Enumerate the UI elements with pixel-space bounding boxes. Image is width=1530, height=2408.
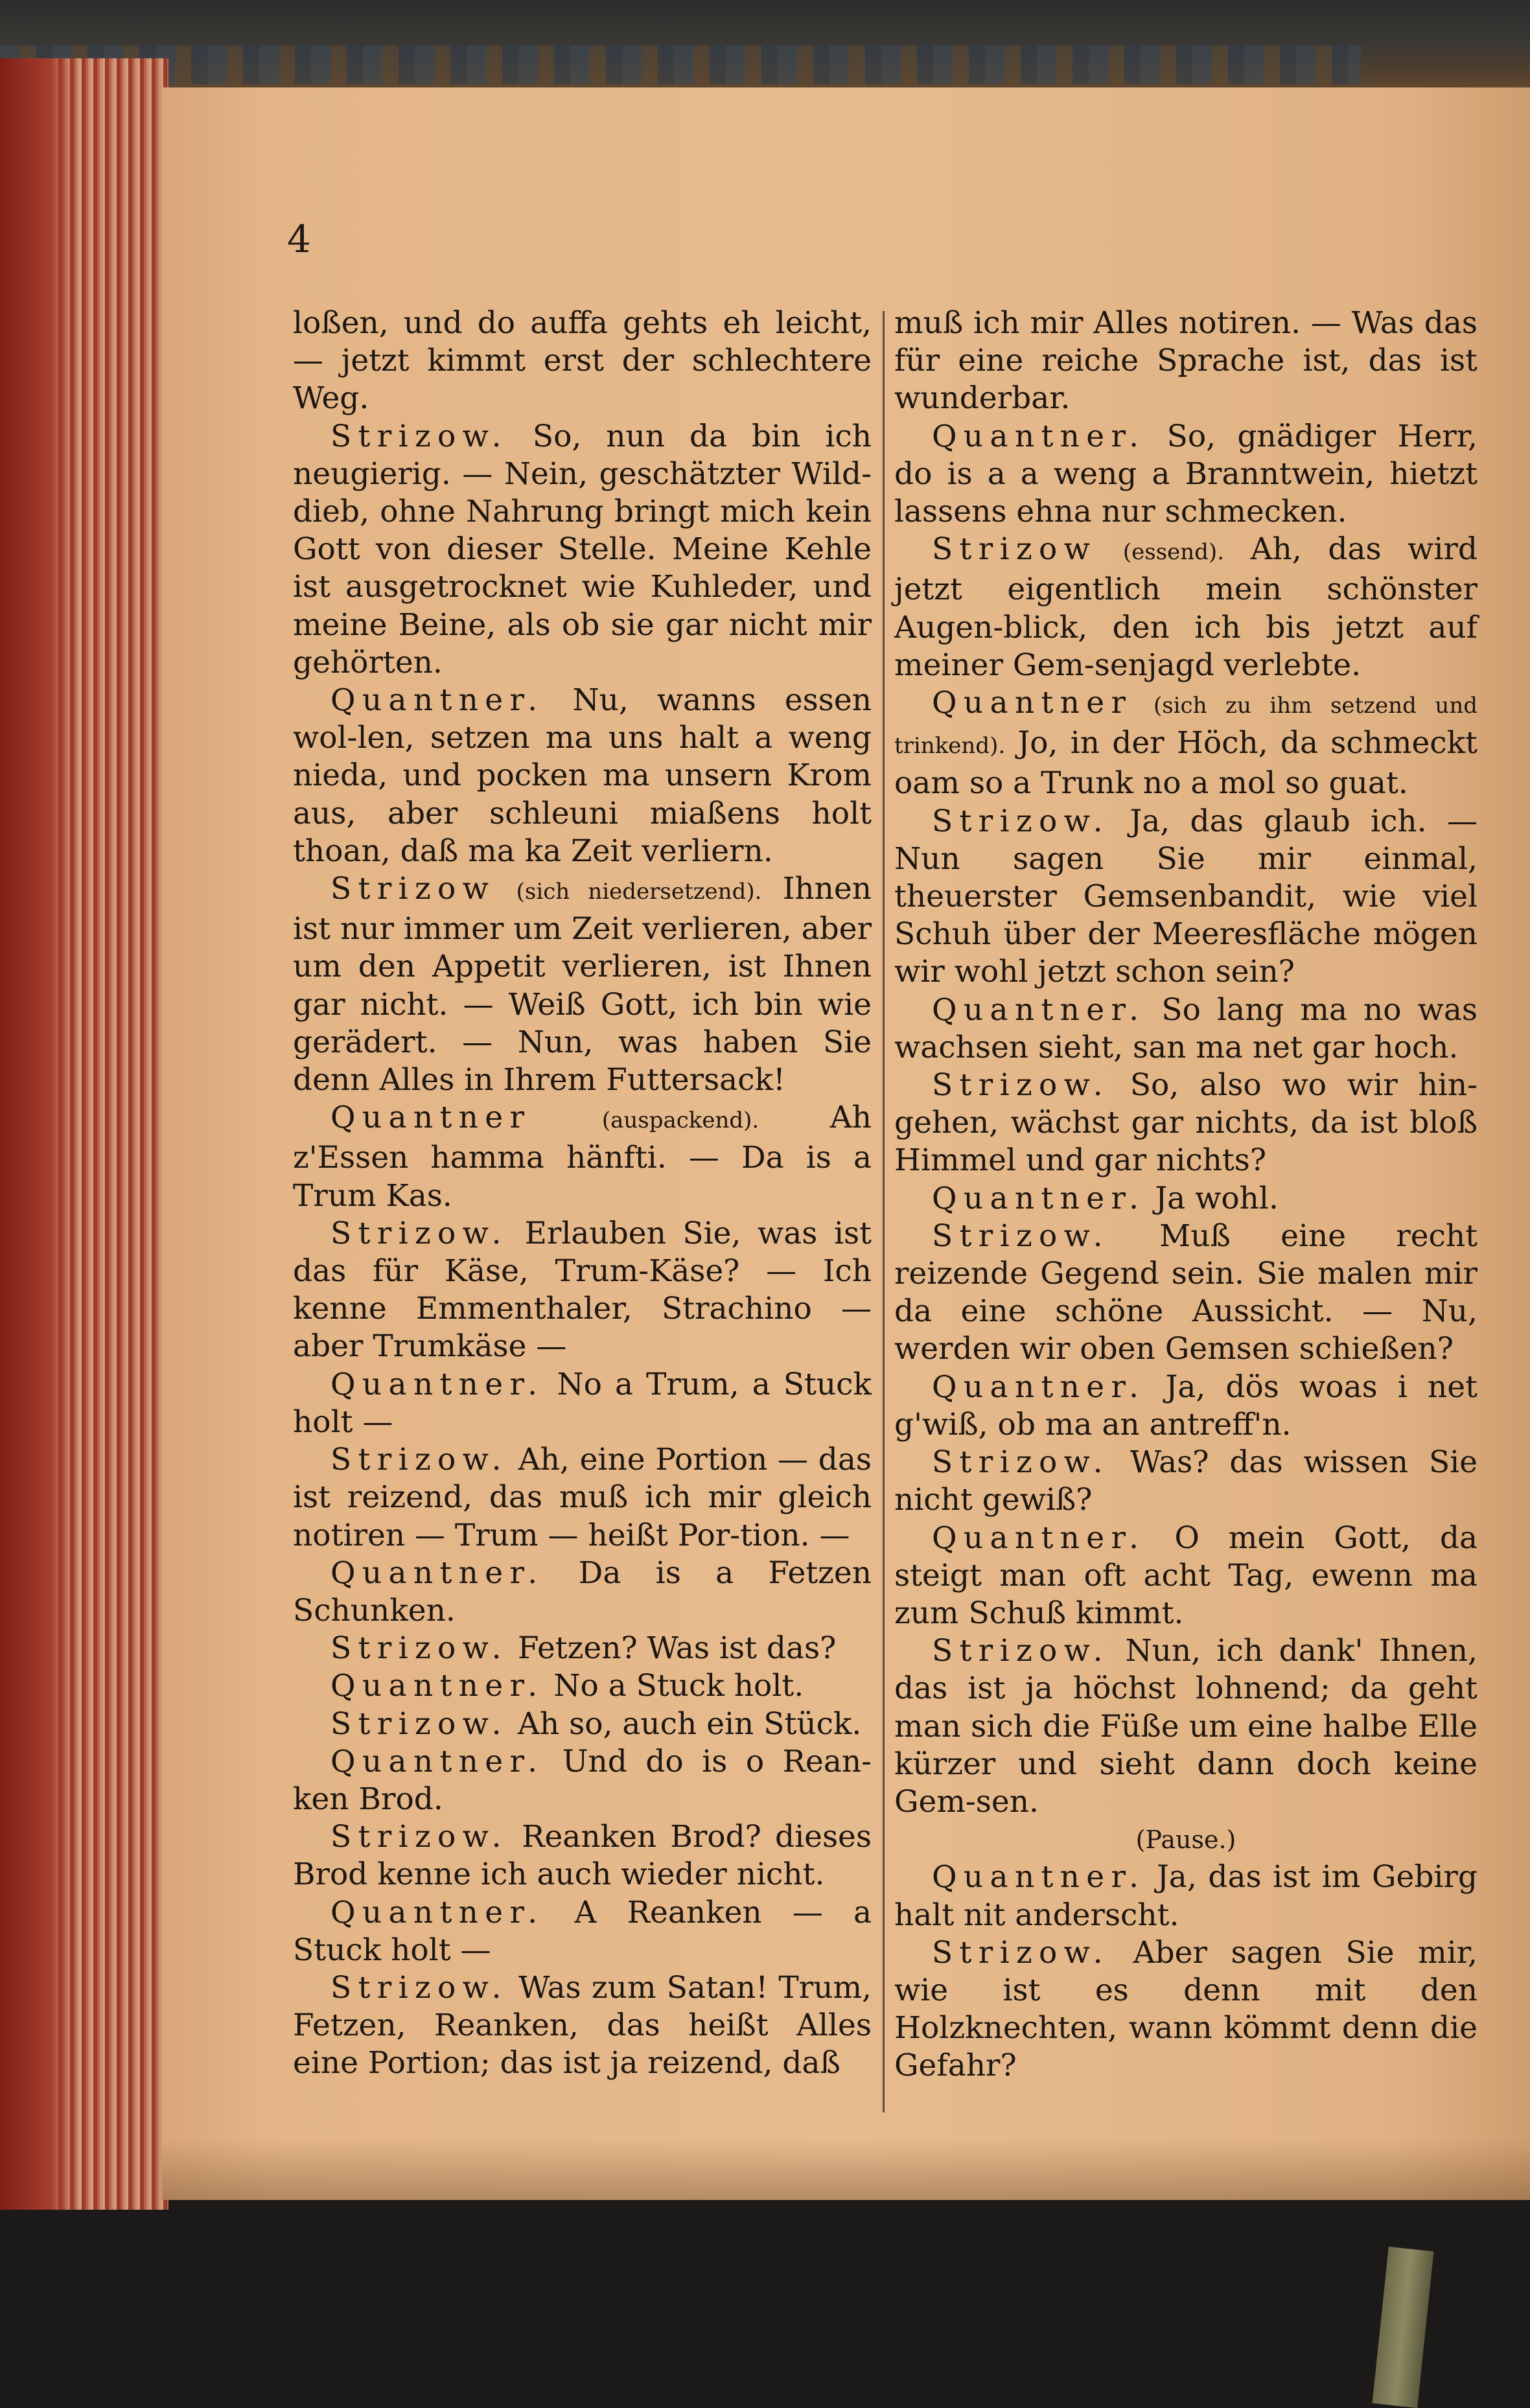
speaker: Quantner [330,1100,531,1136]
paragraph: muß ich mir Alles notiren. — Was das für eine reiche Sprache ist, das ist wunderbar. [894,305,1478,417]
speaker: Strizow. [330,1969,508,2006]
dialogue: Ihnen ist nur immer um Zeit verlieren, aber um den Appetit verlieren, ist Ihnen gar nicht. — Weiß Gott, ich bin wie gerädert. — Nun, was haben Sie denn Alles in Ihrem Futtersack! [293,871,872,1098]
speaker: Quantner. [932,991,1146,1028]
dialogue: Muß eine recht reizende Gegend sein. Sie malen mir da eine schöne Aussicht. — Nu, werden wir oben Gemsen schießen? [894,1218,1478,1367]
speaker: Strizow. [932,1444,1109,1481]
speaker: Quantner. [330,1743,544,1779]
dialogue: Ah, das wird jetzt eigentlich mein schönster Augen-blick, den ich bis jetzt auf meiner Gem-senjagd verlebte. [894,531,1478,683]
stage-direction: (sich zu ihm setzend und trinkend). [894,693,1478,759]
page-bottom-shade [162,2138,1530,2200]
paragraph [894,991,1478,1067]
paragraph [894,684,1478,803]
dialogue: So, gnädiger Herr, do is a a weng a Branntwein, hietzt lassens ehna nur schmecken. [894,418,1478,530]
dialogue: Nu, wanns essen wol-len, setzen ma uns halt a weng nieda, und pocken ma unsern Krom aus, aber schleuni miaßens holt thoan, daß ma ka Zeit verliern. [293,682,872,869]
speaker: Quantner. [330,1366,544,1402]
speaker: Strizow. [330,1819,508,1855]
dialogue: So, also wo wir hin-gehen, wächst gar nichts, da ist bloß Himmel und gar nichts? [894,1067,1478,1179]
dialogue: Ah so, auch ein Stück. [517,1706,862,1742]
stage-direction-pause: (Pause.) [1135,1825,1236,1855]
speaker: Quantner. [932,418,1146,454]
paragraph [293,1894,872,1969]
stage-direction: (auspackend). [601,1107,759,1134]
paragraph [894,1369,1478,1444]
speaker: Quantner. [330,1668,544,1704]
dialogue: So lang ma no was wachsen sieht, san ma net gar hoch. [894,991,1478,1065]
paragraph [894,1180,1478,1218]
book-cover-edge [0,45,1361,84]
speaker: Strizow [932,531,1097,568]
paragraph [894,1067,1478,1180]
dialogue: No a Trum, a Stuck holt — [293,1366,872,1440]
paragraph [894,803,1478,991]
dialogue: Reanken Brod? dieses Brod kenne ich auch wieder nicht. [293,1819,872,1893]
paragraph [894,418,1478,531]
page-edges-shade [0,58,78,2210]
dialogue: Erlauben Sie, was ist das für Käse, Trum-Käse? — Ich kenne Emmenthaler, Strachino — aber Trumkäse — [293,1215,872,1365]
dialogue: Was zum Satan! Trum, Fetzen, Reanken, das heißt Alles eine Portion; das ist ja reizend, daß [293,1969,872,2081]
dialogue: Aber sagen Sie mir, wie ist es denn mit den Holzknechten, wann kömmt denn die Gefahr? [894,1934,1478,2084]
speaker: Quantner. [330,1894,544,1930]
paragraph [293,682,872,870]
paragraph [894,531,1478,684]
paragraph [293,418,872,682]
dialogue: Fetzen? Was ist das? [517,1630,837,1667]
speaker: Strizow. [330,1706,508,1742]
page-number: 4 [287,217,311,261]
speaker: Strizow. [932,1218,1109,1254]
dialogue: Ja, das ist im Gebirg halt nit anderscht. [894,1859,1478,1933]
dialogue: O mein Gott, da steigt man oft acht Tag, ewenn ma zum Schuß kimmt. [894,1520,1478,1631]
paragraph [894,1520,1478,1633]
speaker: Strizow [330,871,496,907]
paragraph [894,1444,1478,1519]
paragraph [293,1706,872,1743]
dialogue: Ah, eine Portion — das ist reizend, das muß ich mir gleich notiren — Trum — heißt Por-tion. — [293,1442,872,1553]
paragraph [894,1632,1478,1821]
paragraph [293,1441,872,1555]
dialogue: No a Stuck holt. [553,1668,804,1704]
speaker: Quantner. [330,682,544,719]
dialogue: Jo, in der Höch, da schmeckt oam so a Trunk no a mol so guat. [894,725,1478,802]
paragraph [293,1630,872,1667]
paragraph [894,1218,1478,1369]
column-divider [883,311,885,2113]
speaker: Strizow. [932,1934,1109,1971]
paragraph [293,870,872,1099]
right-column [894,305,1478,2085]
speaker: Quantner. [932,1520,1146,1556]
speaker: Strizow. [330,1442,508,1478]
paragraph [293,1099,872,1215]
dialogue: Ja wohl. [1155,1180,1279,1216]
dialogue: A Reanken — a Stuck holt — [293,1894,872,1968]
speaker: Strizow. [330,418,508,454]
paragraph [293,1555,872,1630]
paragraph [894,1858,1478,1934]
speaker: Strizow. [932,1067,1109,1104]
speaker: Strizow. [330,1630,508,1667]
speaker: Quantner. [330,1555,544,1591]
paragraph [894,1934,1478,2085]
left-column [293,305,872,2083]
paragraph [293,1743,872,1818]
dialogue: Ah z'Essen hamma hänfti. — Da is a Trum Kas. [293,1100,872,1214]
stage-direction: (sich niedersetzend). [516,879,762,905]
dialogue: Was? das wissen Sie nicht gewiß? [894,1444,1478,1518]
paragraph [293,1969,872,2083]
dialogue: So, nun da bin ich neugierig. — Nein, geschätzter Wild-dieb, ohne Nahrung bringt mich kein Gott von dieser Stelle. Meine Kehle ist ausgetrocknet wie Kuhleder, und meine Beine, als ob sie gar nicht mir gehörten. [293,418,872,680]
bookmark-ribbon [1372,2247,1433,2408]
speaker: Quantner. [932,1180,1146,1216]
speaker: Strizow. [932,1633,1109,1669]
paragraph: loßen, und do auffa gehts eh leicht, — jetzt kimmt erst der schlechtere Weg. [293,305,872,417]
dialogue: Da is a Fetzen Schunken. [293,1555,872,1628]
dialogue: Und do is o Rean-ken Brod. [293,1743,872,1817]
speaker: Strizow. [932,803,1109,839]
paragraph [293,1366,872,1441]
stage-direction: (essend). [1122,539,1224,566]
paragraph [293,1818,872,1893]
paragraph [293,1215,872,1366]
speaker: Quantner. [932,1369,1146,1405]
speaker: Quantner [932,685,1133,721]
dialogue: Ja, dös woas i net g'wiß, ob ma an antreff'n. [894,1369,1478,1442]
speaker: Quantner. [932,1859,1146,1895]
dialogue: Nun, ich dank' Ihnen, das ist ja höchst lohnend; da geht man sich die Füße um eine halbe Elle kürzer und sieht dann doch keine Gem-sen. [894,1633,1478,1820]
dialogue: Ja, das glaub ich. — Nun sagen Sie mir einmal, theuerster Gemsenbandit, wie viel Schuh über der Meeresfläche mögen wir wohl jetzt schon sein? [894,803,1478,990]
speaker: Strizow. [330,1215,508,1251]
paragraph [293,1667,872,1705]
